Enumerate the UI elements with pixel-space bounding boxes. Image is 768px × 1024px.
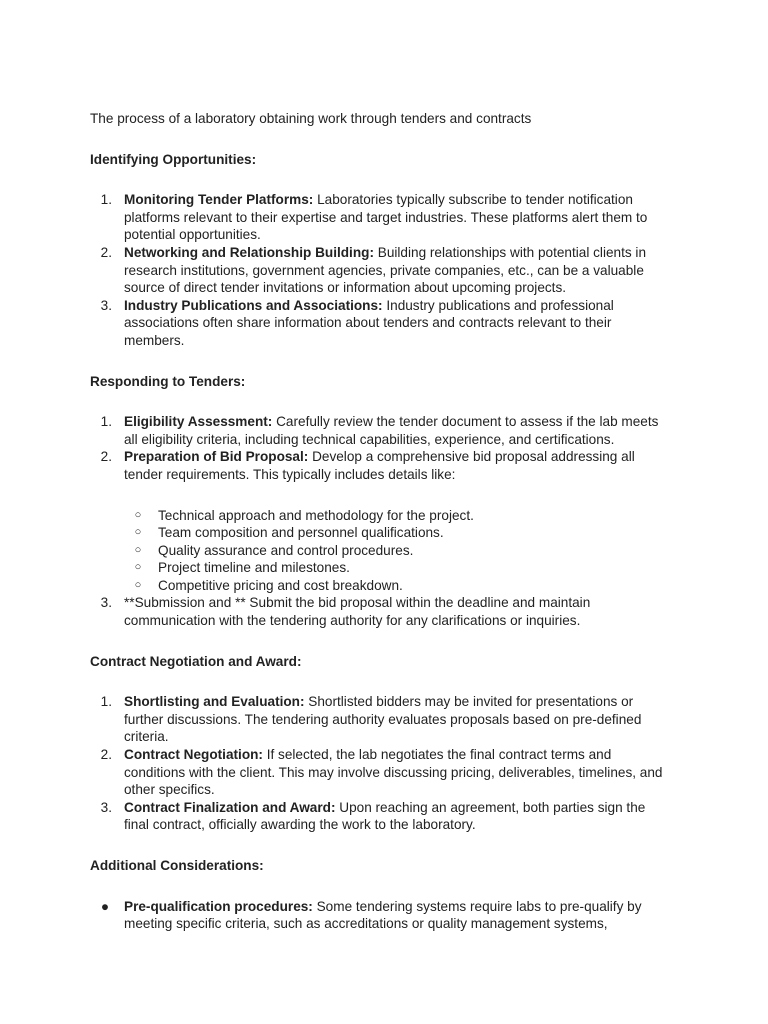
list-item [90,413,670,448]
sub-list-item [90,559,670,577]
list-item [90,594,670,629]
identifying-list [90,191,670,349]
sub-item-text: Project timeline and milestones. [158,560,350,576]
sub-item-text: Competitive pricing and cost breakdown. [158,577,403,593]
bullet-icon: ● [100,898,110,914]
hollow-circle-icon: ○ [134,508,142,521]
item-title: Preparation of Bid Proposal: [124,449,309,465]
sub-item-text: Team composition and personnel qualifications. [158,525,444,541]
sub-item-text: Quality assurance and control procedures. [158,542,414,558]
list-item [90,448,670,483]
list-item [90,746,670,799]
item-text: Shortlisted bidders may be invited for presentations or further discussions. The tendering authority evaluates proposals based on pre-defined criteria. [124,694,642,745]
additional-list [90,898,670,933]
section-heading-additional: Additional Considerations: [90,858,264,873]
sub-list-item [90,577,670,595]
item-title: Networking and Relationship Building: [124,244,374,260]
item-title: Industry Publications and Associations: [124,297,383,313]
list-item [90,693,670,746]
list-item [90,244,670,297]
item-text: Develop a comprehensive bid proposal addressing all tender requirements. This typically includes details like: [124,449,635,482]
list-number: 1. [100,694,112,710]
item-title: Eligibility Assessment: [124,414,273,430]
hollow-circle-icon: ○ [134,578,142,591]
list-number: 2. [100,449,112,465]
item-text: If selected, the lab negotiates the final contract terms and conditions with the client. This may involve discussing pricing, deliverables, timelines, and other specifics. [124,747,663,798]
document-intro: The process of a laboratory obtaining work through tenders and contracts [90,111,532,126]
responding-list-continued [90,594,670,629]
list-item [90,297,670,350]
list-number: 1. [100,192,112,208]
document-content [90,110,670,956]
item-text: Industry publications and professional associations often share information about tenders and contracts relevant to their members. [124,297,614,348]
item-text: Carefully review the tender document to assess if the lab meets all eligibility criteria, including technical capabilities, experience, and certifications. [124,414,659,447]
section-heading-responding: Responding to Tenders: [90,373,246,389]
item-title: Contract Negotiation: [124,747,263,763]
item-title: Pre-qualification procedures: [124,898,313,914]
hollow-circle-icon: ○ [134,561,142,574]
item-title: Shortlisting and Evaluation: [124,694,305,710]
item-text: **Submission and ** Submit the bid proposal within the deadline and maintain communication with the tendering authority for any clarifications or inquiries. [124,595,591,629]
item-text: Upon reaching an agreement, both parties sign the final contract, officially awarding the work to the laboratory. [124,799,646,833]
sub-list-item [90,524,670,542]
list-item [90,898,670,933]
item-text: Laboratories typically subscribe to tender notification platforms relevant to their expertise and target industries. These platforms alert them to potential opportunities. [124,192,648,243]
item-text: Building relationships with potential clients in research institutions, government agencies, private companies, etc., can be a valuable source of direct tender invitations or information about upcoming projects. [124,244,647,296]
item-title: Contract Finalization and Award: [124,799,336,815]
section-heading-identifying: Identifying Opportunities: [90,151,257,167]
responding-list [90,413,670,483]
section-heading-negotiation: Contract Negotiation and Award: [90,653,302,669]
list-number: 3. [100,799,112,815]
hollow-circle-icon: ○ [134,526,142,539]
sub-list-item [90,507,670,525]
list-number: 3. [100,595,112,611]
sub-list-item [90,542,670,560]
proposal-details-list [90,507,670,595]
list-item [90,799,670,834]
list-number: 2. [100,747,112,763]
list-number: 2. [100,244,112,260]
list-number: 1. [100,414,112,430]
list-number: 3. [100,297,112,313]
list-item [90,191,670,244]
sub-item-text: Technical approach and methodology for the project. [158,507,474,523]
hollow-circle-icon: ○ [134,543,142,556]
item-title: Monitoring Tender Platforms: [124,192,314,208]
negotiation-list [90,693,670,834]
item-text: Some tendering systems require labs to pre-qualify by meeting specific criteria, such as accreditations or quality management systems, [124,898,642,932]
